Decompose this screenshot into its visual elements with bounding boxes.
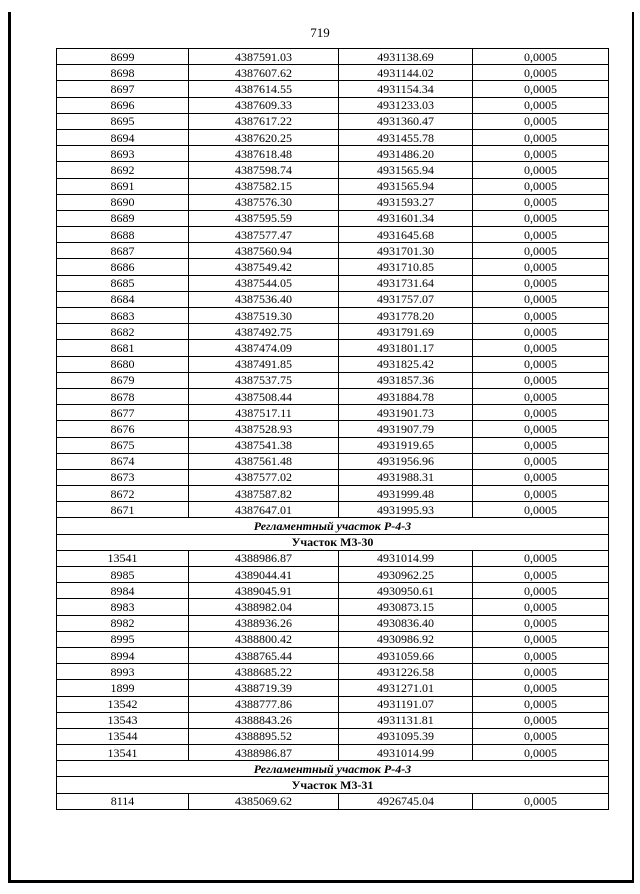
y-coordinate-cell: 4931956.96: [339, 453, 473, 469]
tolerance-cell: 0,0005: [473, 793, 609, 809]
y-coordinate-cell: 4931455.78: [339, 129, 473, 145]
x-coordinate-cell: 4388895.52: [189, 728, 339, 744]
x-coordinate-cell: 4389044.41: [189, 567, 339, 583]
point-number-cell: 8689: [57, 210, 189, 226]
point-number-cell: 13541: [57, 745, 189, 761]
x-coordinate-cell: 4387617.22: [189, 113, 339, 129]
tolerance-cell: 0,0005: [473, 129, 609, 145]
tolerance-cell: 0,0005: [473, 421, 609, 437]
point-number-cell: 8696: [57, 97, 189, 113]
tolerance-cell: 0,0005: [473, 647, 609, 663]
scan-border-right: [632, 12, 634, 883]
table-row: [57, 243, 609, 259]
x-coordinate-cell: 4388800.42: [189, 631, 339, 647]
point-number-cell: 8985: [57, 567, 189, 583]
x-coordinate-cell: 4387576.30: [189, 194, 339, 210]
y-coordinate-cell: 4931988.31: [339, 469, 473, 485]
x-coordinate-cell: 4388982.04: [189, 599, 339, 615]
y-coordinate-cell: 4931801.17: [339, 340, 473, 356]
section-heading: Регламентный участок Р-4-3: [57, 761, 609, 777]
x-coordinate-cell: 4387508.44: [189, 388, 339, 404]
tolerance-cell: 0,0005: [473, 210, 609, 226]
point-number-cell: 13543: [57, 712, 189, 728]
table-row: [57, 437, 609, 453]
point-number-cell: 8676: [57, 421, 189, 437]
tolerance-cell: 0,0005: [473, 162, 609, 178]
tolerance-cell: 0,0005: [473, 712, 609, 728]
point-number-cell: 13544: [57, 728, 189, 744]
y-coordinate-cell: 4931907.79: [339, 421, 473, 437]
y-coordinate-cell: 4931701.30: [339, 243, 473, 259]
table-row: [57, 421, 609, 437]
table-row: [57, 615, 609, 631]
point-number-cell: 8691: [57, 178, 189, 194]
table-row: [57, 65, 609, 81]
x-coordinate-cell: 4387582.15: [189, 178, 339, 194]
tolerance-cell: 0,0005: [473, 664, 609, 680]
y-coordinate-cell: 4931271.01: [339, 680, 473, 696]
table-row: [57, 469, 609, 485]
plot-heading: Участок М3-30: [57, 534, 609, 550]
point-number-cell: 8675: [57, 437, 189, 453]
point-number-cell: 8671: [57, 502, 189, 518]
tolerance-cell: 0,0005: [473, 227, 609, 243]
y-coordinate-cell: 4931901.73: [339, 405, 473, 421]
table-row: [57, 81, 609, 97]
point-number-cell: 8694: [57, 129, 189, 145]
y-coordinate-cell: 4931486.20: [339, 146, 473, 162]
table-row: [57, 275, 609, 291]
table-row: [57, 502, 609, 518]
y-coordinate-cell: 4931154.34: [339, 81, 473, 97]
table-row: [57, 113, 609, 129]
point-number-cell: 8983: [57, 599, 189, 615]
x-coordinate-cell: 4387491.85: [189, 356, 339, 372]
tolerance-cell: 0,0005: [473, 340, 609, 356]
x-coordinate-cell: 4387561.48: [189, 453, 339, 469]
x-coordinate-cell: 4387492.75: [189, 324, 339, 340]
table-row: [57, 210, 609, 226]
point-number-cell: 8697: [57, 81, 189, 97]
x-coordinate-cell: 4387577.02: [189, 469, 339, 485]
tolerance-cell: 0,0005: [473, 502, 609, 518]
x-coordinate-cell: 4387595.59: [189, 210, 339, 226]
x-coordinate-cell: 4387528.93: [189, 421, 339, 437]
table-row: [57, 583, 609, 599]
x-coordinate-cell: 4388986.87: [189, 745, 339, 761]
table-row: [57, 129, 609, 145]
point-number-cell: 8687: [57, 243, 189, 259]
tolerance-cell: 0,0005: [473, 469, 609, 485]
y-coordinate-cell: 4930986.92: [339, 631, 473, 647]
tolerance-cell: 0,0005: [473, 567, 609, 583]
tolerance-cell: 0,0005: [473, 696, 609, 712]
y-coordinate-cell: 4931565.94: [339, 162, 473, 178]
y-coordinate-cell: 4931360.47: [339, 113, 473, 129]
x-coordinate-cell: 4387614.55: [189, 81, 339, 97]
coordinates-table: [56, 48, 609, 810]
section-heading: Регламентный участок Р-4-3: [57, 518, 609, 534]
tolerance-cell: 0,0005: [473, 405, 609, 421]
table-row: [57, 259, 609, 275]
point-number-cell: 13542: [57, 696, 189, 712]
y-coordinate-cell: 4931778.20: [339, 308, 473, 324]
y-coordinate-cell: 4930950.61: [339, 583, 473, 599]
y-coordinate-cell: 4931226.58: [339, 664, 473, 680]
tolerance-cell: 0,0005: [473, 680, 609, 696]
x-coordinate-cell: 4387517.11: [189, 405, 339, 421]
x-coordinate-cell: 4388719.39: [189, 680, 339, 696]
point-number-cell: 1899: [57, 680, 189, 696]
x-coordinate-cell: 4387618.48: [189, 146, 339, 162]
x-coordinate-cell: 4387609.33: [189, 97, 339, 113]
page-number: 719: [310, 25, 330, 40]
tolerance-cell: 0,0005: [473, 486, 609, 502]
plot-heading-row: [57, 777, 609, 793]
x-coordinate-cell: 4389045.91: [189, 583, 339, 599]
table-row: [57, 696, 609, 712]
point-number-cell: 8688: [57, 227, 189, 243]
y-coordinate-cell: 4931884.78: [339, 388, 473, 404]
y-coordinate-cell: 4931138.69: [339, 49, 473, 65]
point-number-cell: 8677: [57, 405, 189, 421]
y-coordinate-cell: 4931999.48: [339, 486, 473, 502]
x-coordinate-cell: 4388936.26: [189, 615, 339, 631]
table-row: [57, 680, 609, 696]
y-coordinate-cell: 4931995.93: [339, 502, 473, 518]
point-number-cell: 8698: [57, 65, 189, 81]
tolerance-cell: 0,0005: [473, 550, 609, 566]
y-coordinate-cell: 4931710.85: [339, 259, 473, 275]
y-coordinate-cell: 4931191.07: [339, 696, 473, 712]
scan-border-left: [8, 12, 11, 882]
point-number-cell: 8993: [57, 664, 189, 680]
point-number-cell: 8673: [57, 469, 189, 485]
point-number-cell: 8680: [57, 356, 189, 372]
point-number-cell: 8678: [57, 388, 189, 404]
x-coordinate-cell: 4387598.74: [189, 162, 339, 178]
tolerance-cell: 0,0005: [473, 97, 609, 113]
y-coordinate-cell: 4931645.68: [339, 227, 473, 243]
tolerance-cell: 0,0005: [473, 259, 609, 275]
x-coordinate-cell: 4387577.47: [189, 227, 339, 243]
tolerance-cell: 0,0005: [473, 243, 609, 259]
table-row: [57, 745, 609, 761]
tolerance-cell: 0,0005: [473, 615, 609, 631]
tolerance-cell: 0,0005: [473, 65, 609, 81]
y-coordinate-cell: 4931095.39: [339, 728, 473, 744]
table-row: [57, 550, 609, 566]
table-row: [57, 324, 609, 340]
table-row: [57, 162, 609, 178]
table-row: [57, 372, 609, 388]
y-coordinate-cell: 4930873.15: [339, 599, 473, 615]
section-heading-row: [57, 761, 609, 777]
table-row: [57, 647, 609, 663]
y-coordinate-cell: 4931825.42: [339, 356, 473, 372]
y-coordinate-cell: 4931791.69: [339, 324, 473, 340]
table-row: [57, 340, 609, 356]
tolerance-cell: 0,0005: [473, 194, 609, 210]
tolerance-cell: 0,0005: [473, 113, 609, 129]
tolerance-cell: 0,0005: [473, 372, 609, 388]
tolerance-cell: 0,0005: [473, 599, 609, 615]
point-number-cell: 8682: [57, 324, 189, 340]
tolerance-cell: 0,0005: [473, 178, 609, 194]
tolerance-cell: 0,0005: [473, 275, 609, 291]
tolerance-cell: 0,0005: [473, 356, 609, 372]
table-row: [57, 291, 609, 307]
point-number-cell: 8982: [57, 615, 189, 631]
x-coordinate-cell: 4387591.03: [189, 49, 339, 65]
tolerance-cell: 0,0005: [473, 81, 609, 97]
table-row: [57, 728, 609, 744]
y-coordinate-cell: 4930836.40: [339, 615, 473, 631]
point-number-cell: 8692: [57, 162, 189, 178]
tolerance-cell: 0,0005: [473, 291, 609, 307]
y-coordinate-cell: 4931565.94: [339, 178, 473, 194]
tolerance-cell: 0,0005: [473, 324, 609, 340]
table-row: [57, 97, 609, 113]
tolerance-cell: 0,0005: [473, 631, 609, 647]
plot-heading: Участок М3-31: [57, 777, 609, 793]
point-number-cell: 8693: [57, 146, 189, 162]
y-coordinate-cell: 4931593.27: [339, 194, 473, 210]
table-row: [57, 453, 609, 469]
table-row: [57, 793, 609, 809]
point-number-cell: 8674: [57, 453, 189, 469]
x-coordinate-cell: 4388765.44: [189, 647, 339, 663]
y-coordinate-cell: 4931919.65: [339, 437, 473, 453]
x-coordinate-cell: 4387544.05: [189, 275, 339, 291]
x-coordinate-cell: 4387560.94: [189, 243, 339, 259]
table-row: [57, 308, 609, 324]
y-coordinate-cell: 4931059.66: [339, 647, 473, 663]
section-heading-row: [57, 518, 609, 534]
point-number-cell: 8995: [57, 631, 189, 647]
table-row: [57, 388, 609, 404]
point-number-cell: 8690: [57, 194, 189, 210]
table-row: [57, 599, 609, 615]
tolerance-cell: 0,0005: [473, 146, 609, 162]
scan-border-bottom: [8, 880, 634, 883]
point-number-cell: 13541: [57, 550, 189, 566]
x-coordinate-cell: 4387536.40: [189, 291, 339, 307]
table-row: [57, 664, 609, 680]
table-row: [57, 486, 609, 502]
table-row: [57, 194, 609, 210]
plot-heading-row: [57, 534, 609, 550]
table-row: [57, 146, 609, 162]
x-coordinate-cell: 4387549.42: [189, 259, 339, 275]
y-coordinate-cell: 4931601.34: [339, 210, 473, 226]
tolerance-cell: 0,0005: [473, 49, 609, 65]
x-coordinate-cell: 4387607.62: [189, 65, 339, 81]
point-number-cell: 8984: [57, 583, 189, 599]
y-coordinate-cell: 4931757.07: [339, 291, 473, 307]
x-coordinate-cell: 4385069.62: [189, 793, 339, 809]
y-coordinate-cell: 4931014.99: [339, 745, 473, 761]
x-coordinate-cell: 4387587.82: [189, 486, 339, 502]
y-coordinate-cell: 4926745.04: [339, 793, 473, 809]
point-number-cell: 8685: [57, 275, 189, 291]
y-coordinate-cell: 4931014.99: [339, 550, 473, 566]
tolerance-cell: 0,0005: [473, 388, 609, 404]
tolerance-cell: 0,0005: [473, 745, 609, 761]
point-number-cell: 8681: [57, 340, 189, 356]
point-number-cell: 8994: [57, 647, 189, 663]
tolerance-cell: 0,0005: [473, 453, 609, 469]
y-coordinate-cell: 4931131.81: [339, 712, 473, 728]
table-row: [57, 567, 609, 583]
point-number-cell: 8672: [57, 486, 189, 502]
point-number-cell: 8686: [57, 259, 189, 275]
table-row: [57, 712, 609, 728]
point-number-cell: 8114: [57, 793, 189, 809]
x-coordinate-cell: 4388843.26: [189, 712, 339, 728]
coordinates-table-body: [57, 49, 609, 810]
table-row: [57, 178, 609, 194]
y-coordinate-cell: 4931144.02: [339, 65, 473, 81]
x-coordinate-cell: 4387620.25: [189, 129, 339, 145]
x-coordinate-cell: 4388986.87: [189, 550, 339, 566]
x-coordinate-cell: 4387541.38: [189, 437, 339, 453]
table-row: [57, 227, 609, 243]
x-coordinate-cell: 4387519.30: [189, 308, 339, 324]
table-row: [57, 49, 609, 65]
tolerance-cell: 0,0005: [473, 308, 609, 324]
point-number-cell: 8684: [57, 291, 189, 307]
x-coordinate-cell: 4388777.86: [189, 696, 339, 712]
tolerance-cell: 0,0005: [473, 437, 609, 453]
y-coordinate-cell: 4930962.25: [339, 567, 473, 583]
x-coordinate-cell: 4388685.22: [189, 664, 339, 680]
tolerance-cell: 0,0005: [473, 583, 609, 599]
point-number-cell: 8683: [57, 308, 189, 324]
y-coordinate-cell: 4931233.03: [339, 97, 473, 113]
table-row: [57, 405, 609, 421]
x-coordinate-cell: 4387647.01: [189, 502, 339, 518]
y-coordinate-cell: 4931857.36: [339, 372, 473, 388]
y-coordinate-cell: 4931731.64: [339, 275, 473, 291]
point-number-cell: 8695: [57, 113, 189, 129]
table-row: [57, 356, 609, 372]
point-number-cell: 8699: [57, 49, 189, 65]
point-number-cell: 8679: [57, 372, 189, 388]
x-coordinate-cell: 4387537.75: [189, 372, 339, 388]
tolerance-cell: 0,0005: [473, 728, 609, 744]
table-row: [57, 631, 609, 647]
x-coordinate-cell: 4387474.09: [189, 340, 339, 356]
